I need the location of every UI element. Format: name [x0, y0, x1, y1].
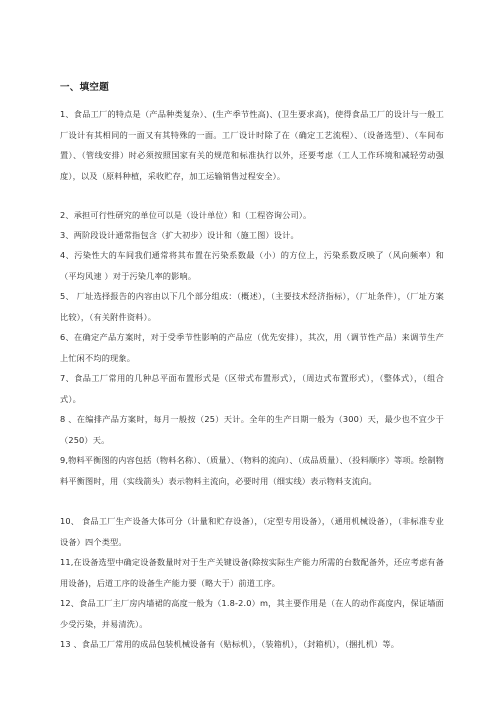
question-12: 12、食品工厂主厂房内墙裙的高度一般为（1.8-2.0）m，其主要作用是（在人的动作高度内，保证墙面少受污染，并易清洗）。 [60, 598, 444, 629]
question-1: 1、食品工厂的特点是（产品种类复杂）、(生产季节性高)、(卫生要求高)，使得食品工厂的设计与一般工厂设计有其相同的一面又有其特殊的一面。工厂设计时除了在（确定工艺流程）、（设备选型）、（车间布置）、（管线安排）时必须按照国家有关的规范和标准执行以外，还要考虑（工人工作环境和减轻劳动强度），以及（原料种植，采收贮存，加工运输销售过程安全）。 [60, 109, 444, 181]
section-heading: 一、填空题 [60, 82, 110, 93]
question-5: 5、 厂址选择报告的内容由以下几个部分组成：（概述），（主要技术经济指标），（厂址条件），（厂址方案比较），（有关附件资料）。 [60, 291, 444, 322]
question-4: 4、污染性大的车间我们通常将其布置在污染系数最（小）的方位上，污染系数反映了（风向频率）和（平均风速 ）对于污染几率的影响。 [60, 250, 444, 281]
question-7: 7、食品工厂常用的几种总平面布置形式是（区带式布置形式），（周边式布置形式），（整体式），（组合式）。 [60, 373, 444, 404]
question-2: 2、承担可行性研究的单位可以是（设计单位）和（工程咨询公司）。 [60, 210, 312, 221]
question-13: 13 、食品工厂常用的成品包装机械设备有（贴标机），（装箱机），（封箱机），（捆扎机）等。 [60, 639, 400, 650]
question-11: 11,在设备选型中确定设备数量时对于生产关键设备(除按实际生产能力所需的台数配备外，还应考虑有备用设备)，后道工序的设备生产能力要（略大于）前道工序。 [60, 557, 444, 588]
question-6: 6、在确定产品方案时，对于受季节性影响的产品应（优先安排），其次，用（调节性产品）来调节生产上忙闲不均的现象。 [60, 332, 444, 363]
question-10: 10、 食品工厂生产设备大体可分（计量和贮存设备），（定型专用设备），（通用机械设备），（非标准专业设备）四个类型。 [60, 516, 444, 547]
question-9: 9,物料平衡图的内容包括（物料名称）、（质量）、（物料的流向）、（成品质量）、（投料顺序）等项。绘制物料平衡图时，用（实线箭头）表示物料主流向，必要时用（细实线）表示物料支流向。 [60, 455, 444, 486]
question-3: 3、两阶段设计通常指包含（扩大初步）设计和（施工图）设计。 [60, 230, 299, 241]
question-8: 8 、在编排产品方案时，每月一般按（25）天计。全年的生产日期一般为（300）天，最少也不宜少于（250）天。 [60, 414, 444, 445]
